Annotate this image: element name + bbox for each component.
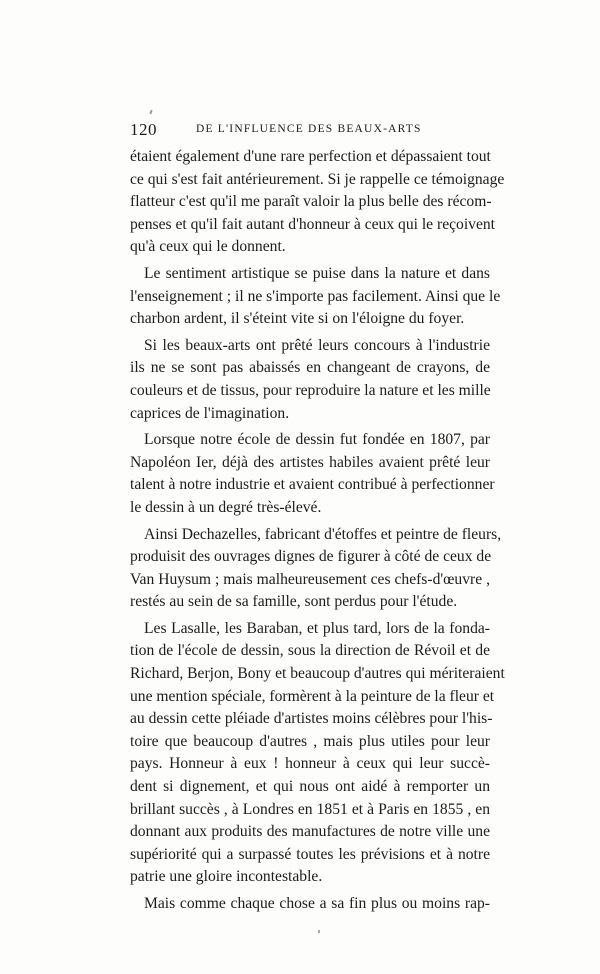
text-line: couleurs et de tissus, pour reproduire la nature et les mille: [130, 381, 491, 399]
paragraph: [130, 893, 490, 916]
text-line: talent à notre industrie et avaient contribué à perfectionner: [130, 476, 495, 494]
text-line: Napoléon Ier, déjà des artistes habiles avaient prêté leur: [130, 453, 490, 471]
text-line: Van Huysum ; mais malheureusement ces chefs-d'œuvre ,: [130, 570, 490, 588]
text-line: étaient également d'une rare perfection et dépassaient tout: [130, 148, 491, 165]
text-line: penses et qu'il fait autant d'honneur à ceux qui le reçoivent: [130, 215, 496, 233]
text-line: flatteur c'est qu'il me paraît valoir la plus belle des récom-: [130, 193, 492, 211]
paragraph: [130, 429, 495, 519]
paragraph: [130, 335, 490, 425]
text-line: l'enseignement ; il ne s'importe pas facilement. Ainsi que le: [130, 287, 501, 305]
text-line: le dessin à un degré très-élevé.: [130, 498, 322, 516]
page-number: 120: [130, 120, 157, 139]
ink-speck: [149, 110, 152, 114]
ink-speck: [318, 930, 320, 933]
text-line: Mais comme chaque chose a sa fin plus ou moins rap-: [144, 895, 490, 912]
text-line: Ainsi Dechazelles, fabricant d'étoffes et peintre de fleurs,: [144, 525, 502, 543]
text-line: qu'à ceux qui le donnent.: [130, 238, 286, 256]
paragraph: [130, 146, 505, 259]
paragraph: [130, 618, 505, 889]
body-text: [130, 146, 505, 920]
text-line: Les Lasalle, les Baraban, et plus tard, lors de la fonda-: [144, 619, 490, 637]
text-line: donnant aux produits des manufactures de notre ville une: [130, 823, 490, 841]
text-line: toire que beaucoup d'autres , mais plus utiles pour leur: [130, 732, 490, 750]
text-line: tion de l'école de dessin, sous la direction de Révoil et de: [130, 642, 490, 660]
text-line: restés au sein de sa famille, sont perdus pour l'étude.: [130, 593, 458, 611]
text-line: une mention spéciale, formèrent à la peinture de la fleur et: [130, 687, 495, 705]
text-line: patrie une gloire incontestable.: [130, 868, 323, 886]
text-line: dent si dignement, et qui nous ont aidé à remporter un: [130, 778, 490, 796]
text-line: au dessin cette pléiade d'artistes moins célèbres pour l'his-: [130, 710, 493, 728]
running-head: DE L'INFLUENCE DES BEAUX-ARTS: [196, 123, 422, 135]
text-line: charbon ardent, il s'éteint vite si on l'éloigne du foyer.: [130, 310, 465, 328]
text-line: supériorité qui a surpassé toutes les prévisions et à notre: [130, 845, 490, 863]
page-header: [130, 120, 490, 142]
text-line: produisit des ouvrages dignes de figurer à côté de ceux de: [130, 548, 492, 566]
text-line: brillant succès , à Londres en 1851 et à Paris en 1855 , en: [130, 800, 490, 818]
text-line: Lorsque notre école de dessin fut fondée en 1807, par: [144, 431, 490, 449]
text-line: ce qui s'est fait antérieurement. Si je rappelle ce témoignage: [130, 170, 505, 188]
paragraph: [130, 263, 501, 331]
text-line: pays. Honneur à eux ! honneur à ceux qui leur succè-: [130, 755, 490, 773]
text-line: Le sentiment artistique se puise dans la nature et dans: [144, 264, 490, 282]
text-line: caprices de l'imagination.: [130, 404, 290, 422]
paragraph: [130, 524, 502, 614]
text-line: Richard, Berjon, Bony et beaucoup d'autres qui mériteraient: [130, 665, 505, 683]
text-line: ils ne se sont pas abaissés en changeant de crayons, de: [130, 359, 490, 377]
text-line: Si les beaux-arts ont prêté leurs concours à l'industrie: [144, 336, 490, 354]
